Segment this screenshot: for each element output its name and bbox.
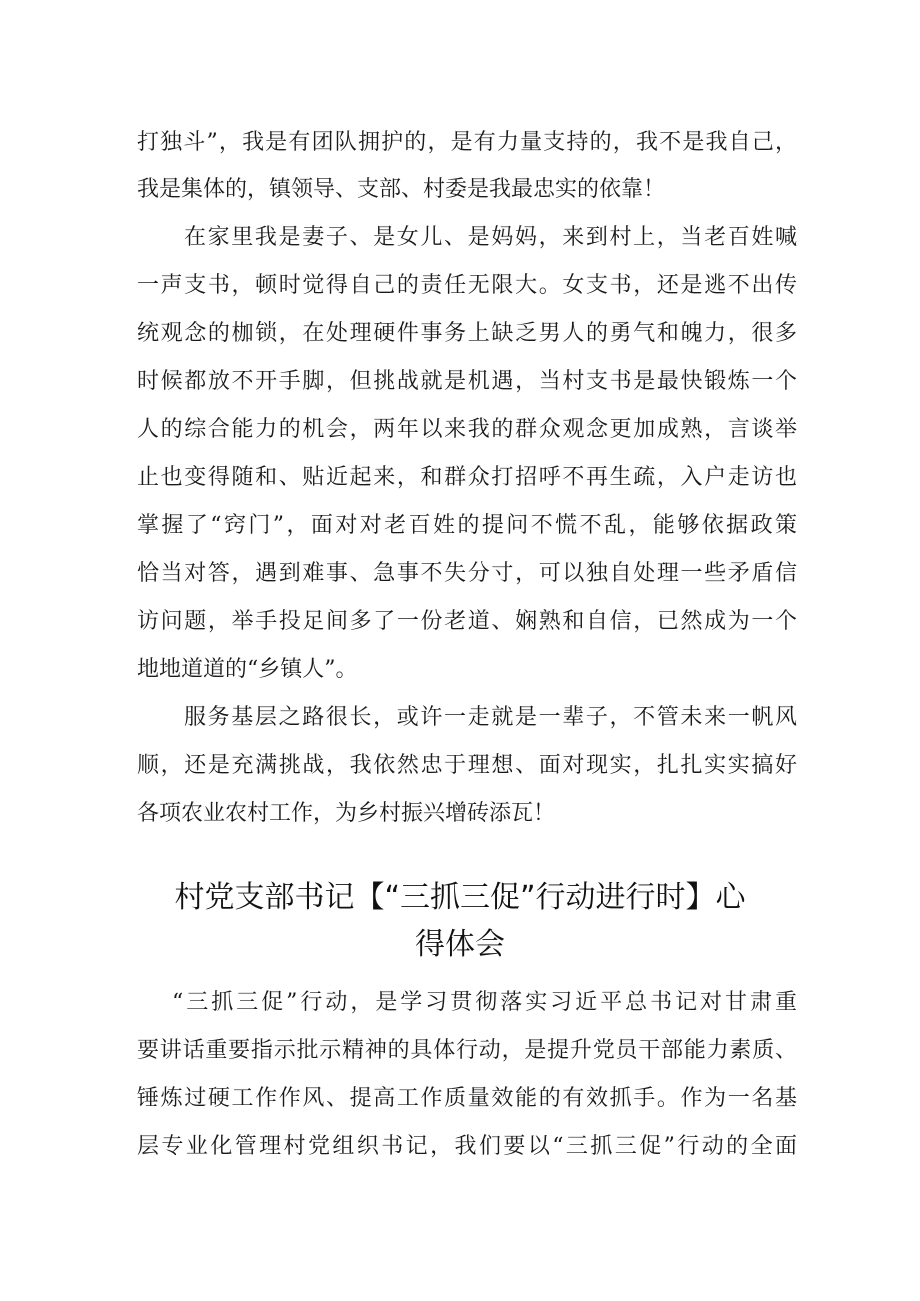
body-text-line: 恰当对答，遇到难事、急事不失分寸，可以独自处理一些矛盾信	[137, 561, 797, 586]
body-text-line: 服务基层之路很长，或许一走就是一辈子，不管未来一帆风	[184, 705, 797, 730]
body-text-line: 地地道道的“乡镇人”。	[137, 657, 358, 682]
section-heading-line1: 村党支部书记【“三抓三促”行动进行时】心	[174, 880, 746, 915]
body-text-line: 层专业化管理村党组织书记，我们要以“三抓三促”行动的全面	[137, 1134, 797, 1159]
body-text-line: 止也变得随和、贴近起来，和群众打招呼不再生疏，入户走访也	[137, 465, 797, 490]
body-text-line: 一声支书，顿时觉得自己的责任无限大。女支书，还是逃不出传	[137, 273, 797, 298]
section-heading-line2: 得体会	[415, 927, 505, 962]
body-text-line: 要讲话重要指示批示精神的具体行动，是提升党员干部能力素质、	[137, 1038, 797, 1063]
body-text-line: 我是集体的，镇领导、支部、村委是我最忠实的依靠！	[137, 177, 666, 202]
body-text-line: 时候都放不开手脚，但挑战就是机遇，当村支书是最快锻炼一个	[137, 369, 797, 394]
body-text-line: 统观念的枷锁，在处理硬件事务上缺乏男人的勇气和魄力，很多	[137, 321, 797, 346]
body-text-line: 顺，还是充满挑战，我依然忠于理想、面对现实，扎扎实实搞好	[137, 753, 797, 778]
body-text-line: 打独斗”，我是有团队拥护的，是有力量支持的，我不是我自己，	[137, 130, 797, 155]
body-text-line: 人的综合能力的机会，两年以来我的群众观念更加成熟，言谈举	[137, 417, 797, 442]
body-text-line: 锤炼过硬工作作风、提高工作质量效能的有效抓手。作为一名基	[137, 1086, 797, 1111]
body-text-line: 各项农业农村工作，为乡村振兴增砖添瓦！	[137, 801, 556, 826]
body-text-line: 访问题，举手投足间多了一份老道、娴熟和自信，已然成为一个	[137, 609, 797, 634]
body-text-line: 在家里我是妻子、是女儿、是妈妈，来到村上，当老百姓喊	[184, 225, 797, 250]
body-text-line: 掌握了“窍门”，面对对老百姓的提问不慌不乱，能够依据政策	[137, 513, 797, 538]
body-text-line: “三抓三促”行动，是学习贯彻落实习近平总书记对甘肃重	[172, 990, 797, 1015]
